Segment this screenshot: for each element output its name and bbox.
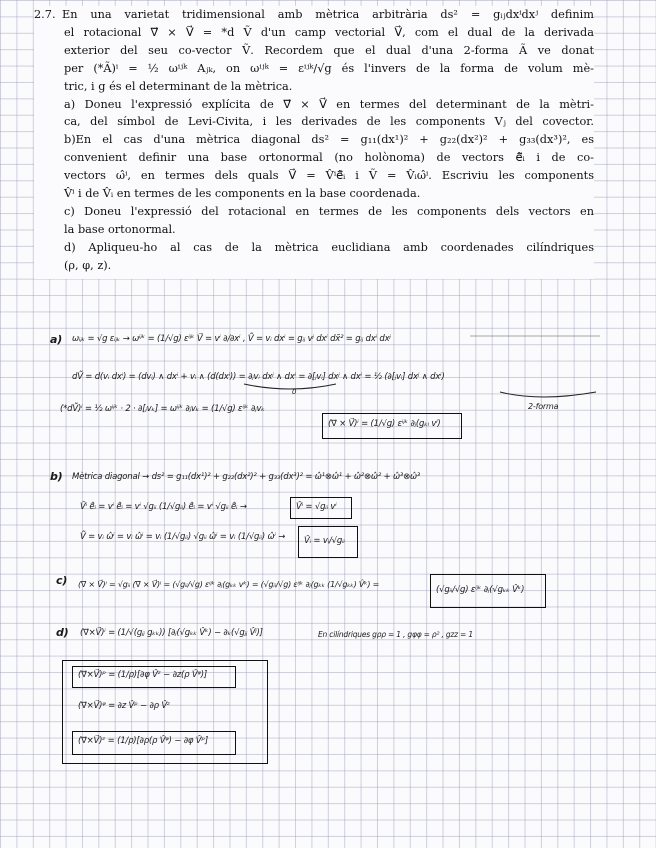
problem-line: 2.7. En una varietat tridimensional amb mètrica arbitrària ds² = gᵢⱼdxⁱdxʲ definim (34, 6, 594, 24)
label-c: c) (56, 574, 68, 587)
hw-b-line2: V̂ⁱ ê⃗ᵢ = vⁱ ê⃗ᵢ = vⁱ √gᵢᵢ (1/√gᵢᵢ) ê⃗ᵢ = vⁱ √gᵢᵢ ê⃗ᵢ → (80, 502, 247, 512)
hw-a-twoform: 2-forma (528, 402, 559, 411)
label-d: d) (56, 626, 69, 639)
problem-number: 2.7. (34, 8, 56, 21)
hw-d-line1: (∇⃗×V⃗)ⁱ = (1/√(gⱼⱼ gₖₖ)) [∂ⱼ(√gₖₖ V̂ᵏ) − ∂ₖ(√gⱼⱼ V̂ʲ)] (80, 628, 263, 638)
problem-line: V̂ⁱ i de V̂ᵢ en termes de les components en la base coordenada. (64, 187, 421, 201)
hw-a-result: (∇⃗ × V⃗)ⁱ = (1/√g) εⁱʲᵏ ∂ⱼ(gₖₗ vˡ) (328, 419, 441, 429)
problem-part-c: c) Doneu l'expressió del rotacional en termes de les components dels vectors en (64, 204, 594, 218)
problem-line: convenient definir una base ortonormal (no holònoma) de vectors ê⃗ᵢ i de co- (64, 151, 594, 165)
hw-a-line2: dṼ = d(vᵢ dxⁱ) = (dvᵢ) ∧ dxⁱ + vᵢ ∧ (d(dxⁱ)) = ∂ⱼvᵢ dxʲ ∧ dxⁱ = ∂[ⱼvᵢ] dxʲ ∧ dxⁱ = ½ (∂[ⱼvᵢ] dxʲ ∧ dxⁱ) (72, 372, 445, 382)
hw-a-line3: (*dṼ)ⁱ = ½ ωⁱʲᵏ · 2 · ∂[ⱼvₖ] = ωⁱʲᵏ ∂ⱼvₖ = (1/√g) εⁱʲᵏ ∂ⱼvₖ (60, 404, 265, 414)
hw-b-result2: V̂ᵢ = vᵢ/√gᵢᵢ (304, 536, 345, 546)
problem-line: ca, del símbol de Levi-Civita, i les derivades de les components Vⱼ del covector. (64, 115, 594, 129)
problem-statement (34, 6, 594, 279)
problem-line: vectors ω̂ⁱ, en termes dels quals V⃗ = V̂ⁱê⃗ᵢ i Ṽ = V̂ᵢω̂ⁱ. Escriviu les components (64, 169, 594, 183)
label-a: a) (50, 333, 63, 346)
hw-b-line1: Mètrica diagonal → ds² = g₁₁(dx¹)² + g₂₂(dx²)² + g₃₃(dx³)² = ω̂¹⊗ω̂¹ + ω̂²⊗ω̂² + ω̂³⊗ω̂³ (72, 472, 421, 482)
problem-line: el rotacional ∇⃗ × V⃗ = *d Ṽ d'un camp vectorial V⃗, com el dual de la derivada (64, 25, 594, 39)
hw-b-line3: Ṽ = vᵢ ω̂ⁱ = vᵢ ω̂ⁱ = vᵢ (1/√gᵢᵢ) √gᵢᵢ ω̂ⁱ = vᵢ (1/√gᵢᵢ) ω̂ⁱ → (80, 532, 286, 542)
hw-c-result: (√gᵢᵢ/√g) εⁱʲᵏ ∂ⱼ(√gₖₖ V̂ᵏ) (436, 585, 525, 595)
problem-part-a: a) Doneu l'expressió explícita de ∇⃗ × V⃗ en termes del determinant de la mètri- (64, 97, 594, 111)
problem-line: tric, i g és el determinant de la mètrica. (64, 79, 293, 93)
label-b: b) (50, 470, 63, 483)
hw-c-line1: (∇⃗ × V⃗)ⁱ = √gᵢᵢ (∇⃗ × V⃗)ⁱ = (√gᵢᵢ/√g) εⁱʲᵏ ∂ⱼ(gₖₖ vᵏ) = (√gᵢᵢ/√g) εⁱʲᵏ ∂ⱼ(gₖₖ (1/√gₖₖ) V̂ᵏ) = (78, 580, 380, 589)
problem-part-b: b)En el cas d'una mètrica diagonal ds² = g₁₁(dx¹)² + g₂₂(dx²)² + g₃₃(dx³)², es (64, 133, 594, 147)
problem-line: exterior del seu co-vector Ṽ. Recordem que el dual d'una 2-forma Ã ve donat (64, 43, 594, 57)
problem-line: la base ortonormal. (64, 222, 176, 236)
hw-d-res1: (∇⃗×V⃗)ᵖ = (1/ρ)[∂φ V̂ᶻ − ∂z(ρ V̂ᵠ)] (78, 670, 208, 680)
problem-line: (ρ, φ, z). (64, 258, 112, 272)
problem-part-d: d) Apliqueu-ho al cas de la mètrica euclidiana amb coordenades cilíndriques (64, 240, 594, 254)
hw-d-res2: (∇⃗×V⃗)ᵠ = ∂z V̂ᵖ − ∂ρ V̂ᶻ (78, 701, 170, 711)
hw-b-result1: V̂ⁱ = √gᵢᵢ vⁱ (296, 502, 337, 512)
problem-line: per (*Ã)ⁱ = ½ ωⁱʲᵏ Aⱼₖ, on ωⁱʲᵏ = εⁱʲᵏ/√g és l'invers de la forma de volum mè- (64, 61, 594, 75)
hw-a-line1: ωᵢⱼₖ = √g εᵢⱼₖ → ωⁱʲᵏ = (1/√g) εⁱʲᵏ V⃗ = vⁱ ∂/∂xⁱ , Ṽ = vᵢ dxⁱ = gᵢⱼ vʲ dxⁱ dx̃² = gᵢⱼ dxⁱ dxʲ (72, 334, 391, 344)
underbrace-zero (244, 384, 336, 389)
hw-d-note: En cilíndriques gρρ = 1 , gφφ = ρ² , gzz = 1 (318, 630, 473, 639)
underbrace-twoform (500, 392, 596, 397)
hw-a-zero: 0 (292, 388, 297, 396)
hw-d-res3: (∇⃗×V⃗)ᶻ = (1/ρ)[∂ρ(ρ V̂ᵠ) − ∂φ V̂ᵖ] (78, 736, 208, 746)
